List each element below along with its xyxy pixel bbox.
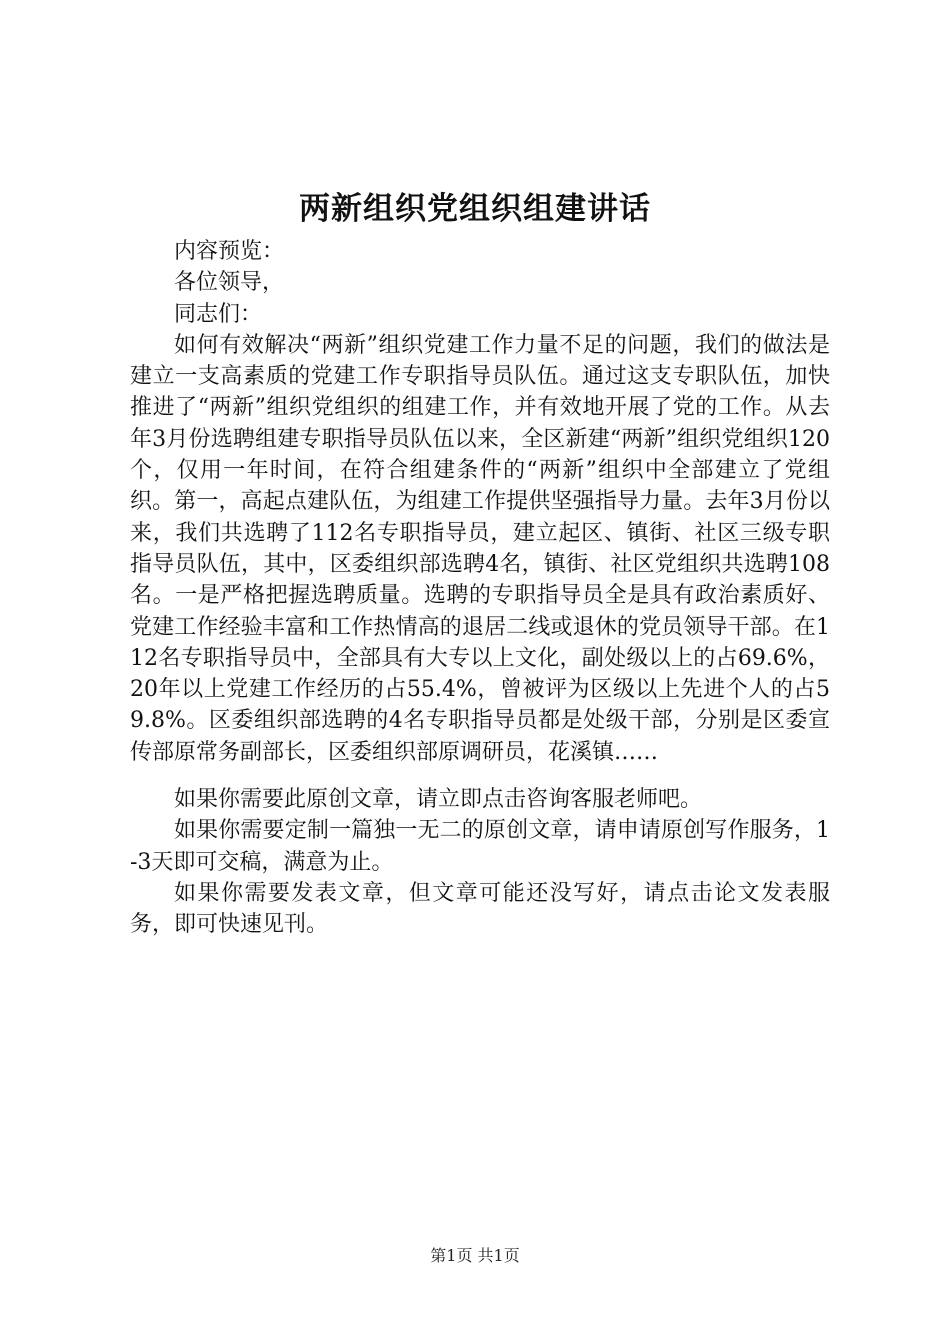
paragraph-gap (130, 768, 830, 784)
promo-consult-paragraph: 如果你需要此原创文章，请立即点击咨询客服老师吧。 (174, 787, 703, 813)
promo-custom-writing-paragraph: 如果你需要定制一篇独一无二的原创文章，请申请原创写作服务，1-3天即可交稿，满意为止。 (130, 818, 830, 875)
document-title: 两新组织党组织组建讲话 (299, 191, 651, 227)
document-content (130, 236, 830, 941)
salutation-comrades: 同志们： (174, 301, 263, 327)
promo-publishing-paragraph: 如果你需要发表文章，但文章可能还没写好，请点击论文发表服务，即可快速见刊。 (130, 880, 830, 938)
preview-label: 内容预览： (174, 239, 285, 264)
salutation-leaders: 各位领导， (174, 270, 285, 296)
page-number-footer: 第1页 共1页 (430, 1246, 520, 1265)
body-paragraph: 如何有效解决“两新”组织党建工作力量不足的问题，我们的做法是建立一支高素质的党建工作专职指导员队伍。通过这支专职队伍，加快推进了“两新”组织党组织的组建工作，并有效地开展了党的工作。从去年3月份选聘组建专职指导员队伍以来，全区新建“两新”组织党组织120个，仅用一年时间，在符合组建条件的“两新”组织中全部建立了党组织。第一，高起点建队伍，为组建工作提供坚强指导力量。去年3月份以来，我们共选聘了112名专职指导员，建立起区、镇街、社区三级专职指导员队伍，其中，区委组织部选聘4名，镇街、社区党组织共选聘108名。一是严格把握选聘质量。选聘的专职指导员全是具有政治素质好、党建工作经验丰富和工作热情高的退居二线或退休的党员领导干部。在112名专职指导员中，全部具有大专以上文化，副处级以上的占69.6%，20年以上党建工作经历的占55.4%，曾被评为区级以上先进个人的占59.8%。区委组织部选聘的4名专职指导员都是处级干部，分别是区委宣传部原常务副部长，区委组织部原调研员，花溪镇…… (130, 332, 830, 765)
